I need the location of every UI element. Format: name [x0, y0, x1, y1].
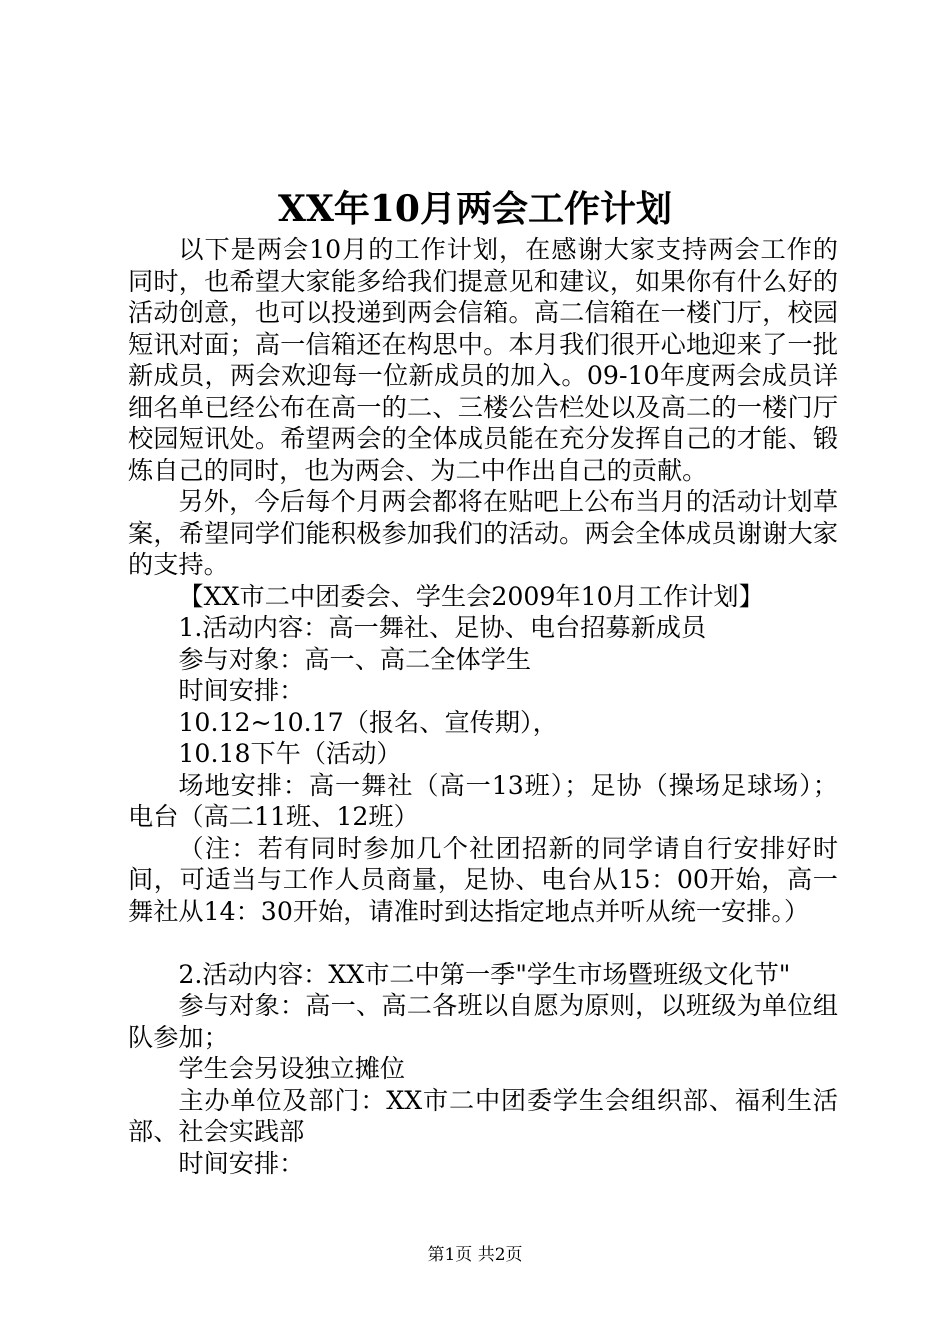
activity1-time-event: 10.18下午（活动）: [178, 739, 402, 768]
page-footer: 第1页 共2页: [427, 1245, 523, 1265]
activity2-extra: 学生会另设独立摊位: [178, 1054, 406, 1083]
document-title: XX年10月两会工作计划: [278, 188, 672, 230]
activity2-content: 2.活动内容：XX市二中第一季"学生市场暨班级文化节": [178, 959, 791, 989]
notice-paragraph: 另外，今后每个月两会都将在贴吧上公布当月的活动计划草案，希望同学们能积极参加我们的活动。两会全体成员谢谢大家的支持。: [128, 487, 838, 579]
activity1-content: 1.活动内容：高一舞社、足协、电台招募新成员: [178, 613, 707, 642]
intro-paragraph: 以下是两会10月的工作计划，在感谢大家支持两会工作的同时，也希望大家能多给我们提意见和建议，如果你有什么好的活动创意，也可以投递到两会信箱。高二信箱在一楼门厅，校园短讯对面；高一信箱还在构思中。本月我们很开心地迎来了一批新成员，两会欢迎每一位新成员的加入。09-10年度两会成员详细名单已经公布在高一的二、三楼公告栏处以及高二的一楼门厅校园短讯处。希望两会的全体成员能在充分发挥自己的才能、锻炼自己的同时，也为两会、为二中作出自己的贡献。: [128, 235, 838, 485]
activity1-note: （注：若有同时参加几个社团招新的同学请自行安排好时间，可适当与工作人员商量，足协、电台从15：00开始，高一舞社从14：30开始，请准时到达指定地点并听从统一安排。）: [128, 833, 838, 926]
activity1-time-label: 时间安排：: [178, 676, 305, 705]
activity1-participants: 参与对象：高一、高二全体学生: [178, 644, 532, 674]
plan-heading: 【XX市二中团委会、学生会2009年10月工作计划】: [178, 581, 764, 611]
document-body: [128, 234, 838, 1179]
activity2-time-label: 时间安排：: [178, 1148, 305, 1178]
activity1-time-registration: 10.12~10.17（报名、宣传期），: [178, 707, 558, 737]
activity2-organizer: 主办单位及部门：XX市二中团委学生会组织部、福利生活部、社会实践部: [128, 1085, 838, 1146]
activity2-participants: 参与对象：高一、高二各班以自愿为原则，以班级为单位组队参加；: [128, 991, 838, 1052]
activity1-venue: 场地安排：高一舞社（高一13班）；足协（操场足球场）；电台（高二11班、12班）: [128, 770, 838, 831]
blank-line: [128, 927, 838, 959]
